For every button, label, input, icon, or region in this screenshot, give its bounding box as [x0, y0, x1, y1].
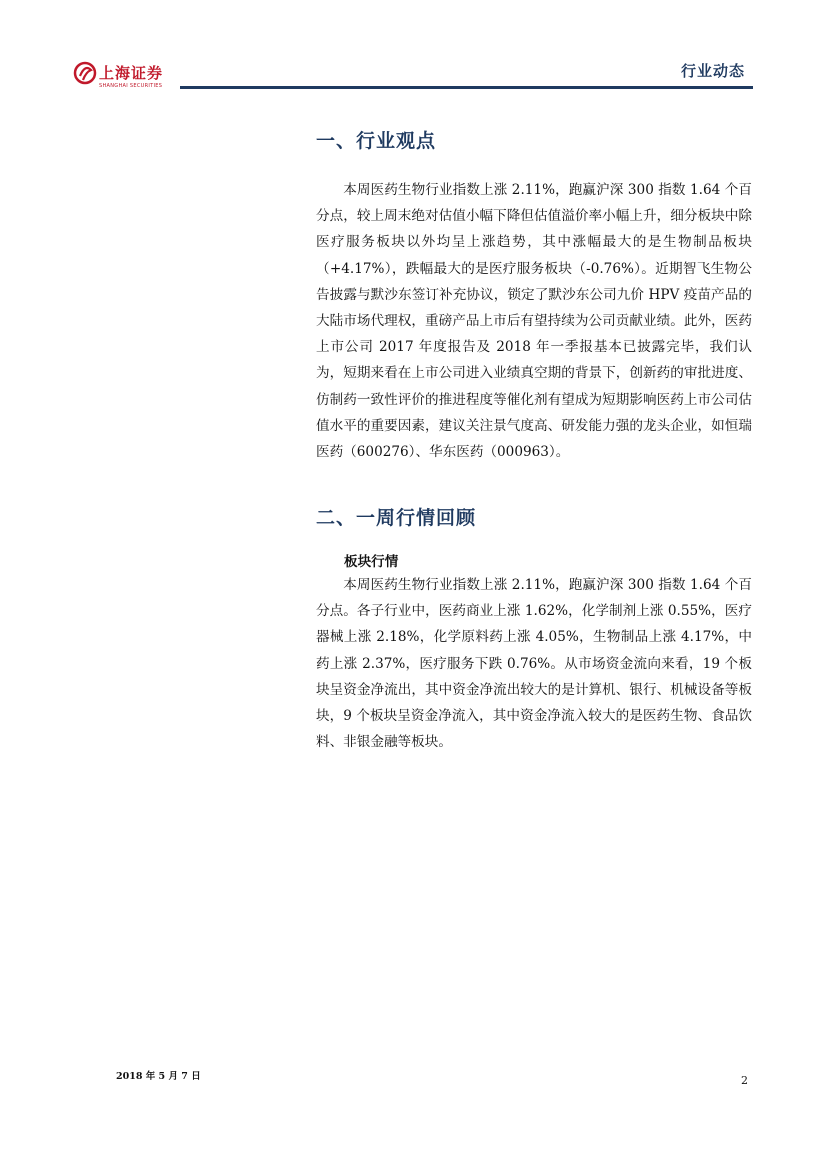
page-number: 2 — [741, 1074, 748, 1087]
section-heading-industry-view: 一、行业观点 — [316, 130, 437, 152]
svg-text:SHANGHAI SECURITIES: SHANGHAI SECURITIES — [99, 83, 163, 89]
header-divider — [180, 86, 753, 89]
section-heading-weekly-review: 二、一周行情回顾 — [316, 507, 477, 529]
industry-view-paragraph: 本周医药生物行业指数上涨 2.11%，跑赢沪深 300 指数 1.64 个百分点，较上周末绝对估值小幅下降但估值溢价率小幅上升，细分板块中除医疗服务板块以外均呈上涨趋势，其中涨幅最大的是生物制品板块（+4.17%），跌幅最大的是医疗服务板块（-0.76%）。近期智飞生物公告披露与默沙东签订补充协议，锁定了默沙东公司九价 HPV 疫苗产品的大陆市场代理权，重磅产品上市后有望持续为公司贡献业绩。此外，医药上市公司 2017 年度报告及 2018 年一季报基本已披露完毕，我们认为，短期来看在上市公司进入业绩真空期的背景下，创新药的审批进度、仿制药一致性评价的推进程度等催化剂有望成为短期影响医药上市公司估值水平的重要因素，建议关注景气度高、研发能力强的龙头企业，如恒瑞医药（600276）、华东医药（000963）。 — [316, 182, 752, 461]
svg-text:上海证券: 上海证券 — [99, 64, 164, 82]
footer-date: 2018 年 5 月 7 日 — [116, 1071, 201, 1082]
report-type-label: 行业动态 — [680, 62, 745, 80]
company-logo — [72, 60, 182, 90]
subheading-sector-performance: 板块行情 — [344, 554, 399, 570]
sector-performance-paragraph: 本周医药生物行业指数上涨 2.11%，跑赢沪深 300 指数 1.64 个百分点。各子行业中，医药商业上涨 1.62%，化学制剂上涨 0.55%，医疗器械上涨 2.18%，化学原料药上涨 4.05%，生物制品上涨 4.17%，中药上涨 2.37%，医疗服务下跌 0.76%。从市场资金流向来看，19 个板块呈资金净流出，其中资金净流出较大的是计算机、银行、机械设备等板块，9 个板块呈资金净流入，其中资金净流入较大的是医药生物、食品饮料、非银金融等板块。 — [316, 577, 752, 751]
